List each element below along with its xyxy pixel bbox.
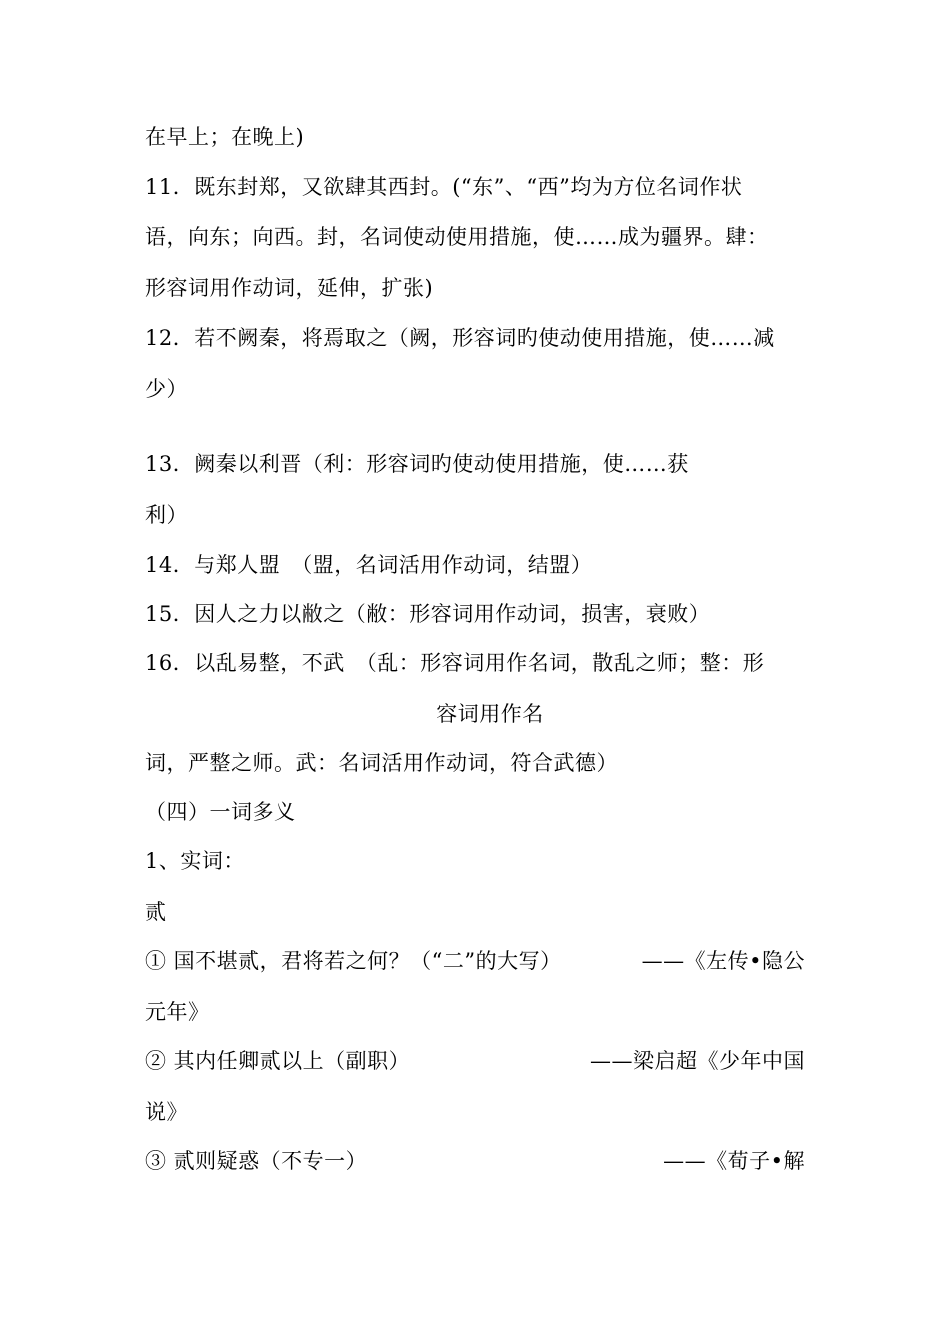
text-line: 16．以乱易整，不武 （乱：形容词用作名词，散乱之师；整：形: [145, 651, 765, 675]
text-line: 13．阙秦以利晋（利：形容词旳使动使用措施，使……获: [145, 452, 689, 476]
quote-source: ——梁启超《少年中国: [590, 1049, 805, 1073]
text-line: 形容词用作动词，延伸，扩张): [145, 276, 434, 300]
quote-text: ③ 贰则疑惑（不专一）: [145, 1149, 368, 1173]
quote-source-continued: 元年》: [145, 1000, 210, 1024]
text-line: 14．与郑人盟 （盟，名词活用作动词，结盟）: [145, 553, 593, 577]
quote-entry: [145, 1046, 805, 1076]
quote-entry: [145, 946, 805, 976]
quote-source-continued: 说》: [145, 1100, 188, 1124]
text-line: 在早上；在晚上): [145, 125, 305, 149]
text-line: 11．既东封郑，又欲肆其西封。(“东”、“西”均为方位名词作状: [145, 175, 743, 199]
quote-source: ——《荀子•解: [663, 1149, 805, 1173]
text-line: 15．因人之力以敝之（敝：形容词用作动词，损害，衰败）: [145, 602, 711, 626]
quote-source: ——《左传•隐公: [641, 949, 805, 973]
text-line: 少）: [145, 377, 188, 401]
section-heading: （四）一词多义: [145, 800, 296, 824]
text-line: 12．若不阙秦，将焉取之（阙，形容词旳使动使用措施，使……减: [145, 326, 775, 350]
quote-text: ② 其内任卿贰以上（副职）: [145, 1049, 411, 1073]
text-line: 词，严整之师。武：名词活用作动词，符合武德）: [145, 751, 618, 775]
subsection-heading: 1、实词：: [145, 849, 245, 873]
headword: 贰: [145, 900, 167, 924]
quote-entry: [145, 1146, 805, 1176]
text-line: 语，向东；向西。封，名词使动使用措施，使……成为疆界。肆：: [145, 225, 769, 249]
text-line: 容词用作名: [436, 702, 544, 726]
text-line: 利）: [145, 503, 188, 527]
quote-text: ① 国不堪贰，君将若之何？（“二”的大写）: [145, 949, 562, 973]
